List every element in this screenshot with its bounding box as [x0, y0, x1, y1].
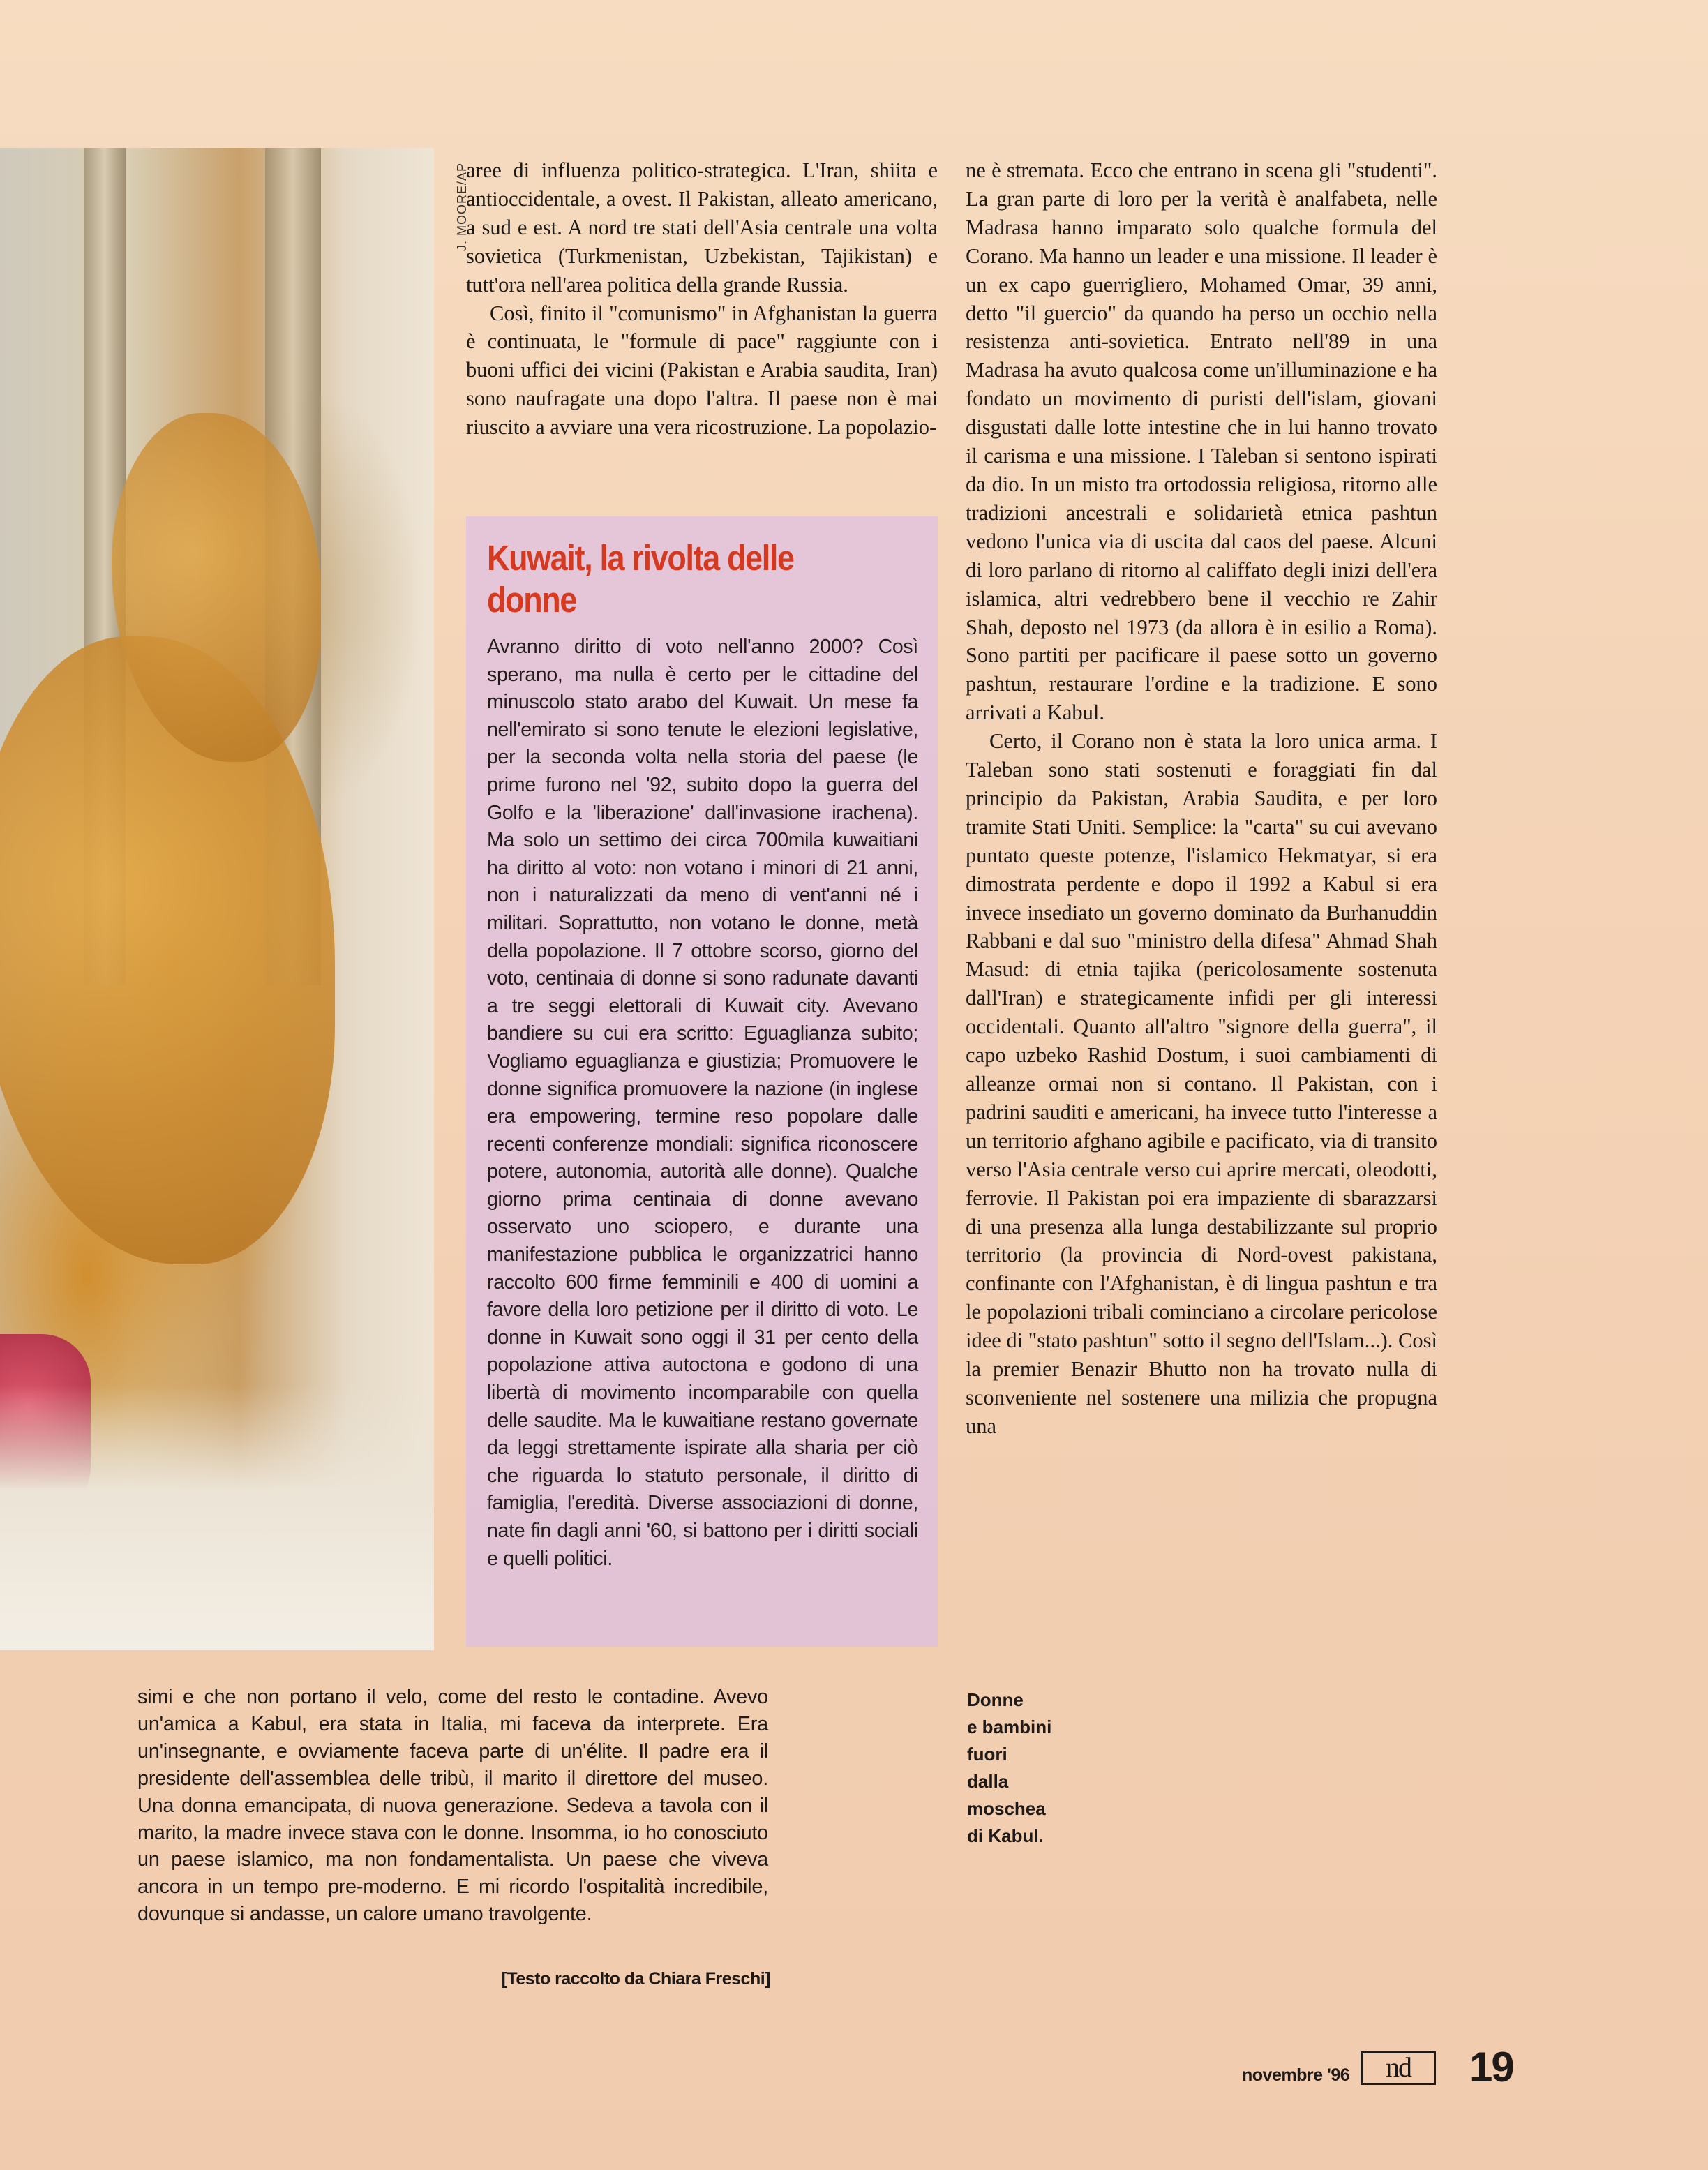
caption-line: dalla: [967, 1771, 1009, 1792]
article-column-middle: [466, 156, 938, 442]
photo-floor: [0, 1385, 434, 1650]
paragraph: aree di influenza politico-strategica. L'Iran, shiita e antioccidentale, a ovest. Il Pakistan, alleato americano, a sud e est. A nord tre stati dell'Asia centrale una volta sovietica (Turkmenistan, Uzbekistan, Tajikistan) e tutt'ora nell'area politica della grande Russia.: [466, 158, 938, 297]
sidebar-box: [466, 516, 938, 1647]
sidebar-title: Kuwait, la rivolta delle donne: [487, 538, 794, 620]
issue-date: novembre '96: [1242, 2065, 1350, 2085]
attribution: [Testo raccolto da Chiara Freschi]: [501, 1969, 770, 1989]
sidebar-body: Avranno diritto di voto nell'anno 2000? Così sperano, ma nulla è certo per le cittadine del minuscolo stato arabo del Kuwait. Un mese fa nell'emirato si sono tenute le elezioni legislative, per la seconda volta nella storia del paese (le prime furono nel '92, subito dopo la guerra del Golfo e la 'liberazione' dall'invasione irachena). Ma solo un settimo dei circa 700mila kuwaitiani ha diritto al voto: non votano i minori di 21 anni, non i naturalizzati da meno di vent'anni né i militari. Soprattutto, non votano le donne, metà della popolazione. Il 7 ottobre scorso, giorno del voto, centinaia di donne si sono radunate davanti a tre seggi elettorali di Kuwait city. Avevano bandiere su cui era scritto: Eguaglianza subito; Vogliamo eguaglianza e giustizia; Promuovere le donne significa promuovere la nazione (in inglese era empowering, termine reso popolare dalle recenti conferenze mondiali: significa riconoscere potere, autonomia, autorità alle donne). Qualche giorno prima centinaia di donne avevano osservato uno sciopero, e durante una manifestazione pubblica le organizzatrici hanno raccolto 600 firme femminili e 400 di uomini a favore della loro petizione per il diritto di voto. Le donne in Kuwait sono oggi il 31 per cento della popolazione attiva autoctona e godono di una libertà di movimento incomparabile con quella delle saudite. Ma le kuwaitiane restano governate da leggi strettamente ispirate alla sharia per ciò che riguarda lo statuto personale, il diritto di famiglia, l'eredità. Diverse associazioni di donne, nate fin dagli anni '60, si battono per i diritti sociali e quelli politici.: [487, 636, 918, 1570]
caption-line: Donne: [967, 1689, 1024, 1710]
photo-caption: [967, 1686, 1141, 1850]
article-column-right: [966, 156, 1437, 1441]
paragraph: Certo, il Corano non è stata la loro unica arma. I Taleban sono stati sostenuti e foraggiati fin dal principio da Pakistan, Arabia Saudita, e per loro tramite Stati Uniti. Semplice: la "carta" su cui avevano puntato queste potenze, l'islamico Hekmatyar, si era dimostrata perdente e dopo il 1992 a Kabul si era invece insediato un governo dominato da Burhanuddin Rabbani e dal suo "ministro della difesa" Ahmad Shah Masud: di etnia tajika (pericolosamente sostenuta dall'Iran) e strategicamente infidi per gli interessi occidentali. Quanto all'altro "signore della guerra", il capo uzbeko Rashid Dostum, i suoi cambiamenti di alleanze ormai non si contano. Il Pakistan, con i padrini sauditi e americani, ha invece tutto l'interesse a un territorio afghano agibile e pacificato, via di transito verso l'Asia centrale verso cui aprire mercati, oleodotti, ferrovie. Il Pakistan poi era impaziente di sbarazzarsi di una presenza alla lunga destabilizzante sul proprio territorio (la provincia di Nord-ovest pakistana, confinante con l'Afghanistan, è di lingua pashtun e tra le popolazioni tribali cominciano a circolare pericolose idee di "stato pashtun" sotto il segno dell'Islam...). Così la premier Benazir Bhutto non ha trovato nulla di sconveniente nel sostenere una milizia che propugna una: [966, 729, 1437, 1438]
caption-line: moschea: [967, 1798, 1046, 1819]
magazine-logo: nd: [1361, 2051, 1436, 2085]
page-footer: [1242, 2039, 1521, 2088]
caption-line: fuori: [967, 1744, 1007, 1765]
photo-mosque-women: [0, 148, 434, 1650]
interview-text: simi e che non portano il velo, come del resto le contadine. Avevo un'amica a Kabul, era stata in Italia, mi faceva da interprete. Era un'insegnante, e ovviamente faceva parte di un'élite. Il padre era il presidente dell'assemblea delle tribù, il marito il direttore del museo. Una donna emancipata, di nuova generazione. Sedeva a tavola con il marito, la madre invece stava con le donne. Insomma, io ho conosciuto un paese islamico, ma non fondamentalista. Un paese che viveva ancora in un tempo pre-moderno. E mi ricordo l'ospitalità incredibile, dovunque si andasse, un calore umano travolgente.: [137, 1686, 768, 1926]
photo-credit-text: J. MOORE/AP: [455, 162, 469, 251]
caption-line: e bambini: [967, 1716, 1052, 1737]
page-number: 19: [1469, 2044, 1513, 2090]
caption-line: di Kabul.: [967, 1825, 1044, 1846]
photo-credit: [434, 148, 469, 253]
paragraph: Così, finito il "comunismo" in Afghanistan la guerra è continuata, le "formule di pace" raggiunte con i buoni uffici dei vicini (Pakistan e Arabia saudita, Iran) sono naufragate una dopo l'altra. Il paese non è mai riuscito a avviare una vera ricostruzione. La popolazio-: [466, 301, 938, 440]
paragraph: ne è stremata. Ecco che entrano in scena gli "studenti". La gran parte di loro per la verità è analfabeta, nelle Madrasa hanno imparato solo qualche formula del Corano. Ma hanno un leader e una missione. Il leader è un ex capo guerrigliero, Mohamed Omar, 39 anni, detto "il guercio" da quando ha perso un occhio nella resistenza anti-sovietica. Entrato nell'89 in una Madrasa ha avuto qualcosa come un'illuminazione e ha fondato un movimento di puristi dell'islam, giovani disgustati dalle lotte intestine che in lui hanno trovato il carisma e una missione. I Taleban si sentono ispirati da dio. In un misto tra ortodossia religiosa, ritorno alle tradizioni ancestrali e solidarietà etnica pashtun vedono l'unica via di uscita dal caos del paese. Alcuni di loro parlano di ritorno al califfato degli inizi dell'era islamica, altri vedrebbero bene il vecchio re Zahir Shah, deposto nel 1973 (da allora è in esilio a Roma). Sono partiti per pacificare il paese sotto un governo pashtun, restaurare l'ordine e la tradizione. E sono arrivati a Kabul.: [966, 158, 1437, 725]
